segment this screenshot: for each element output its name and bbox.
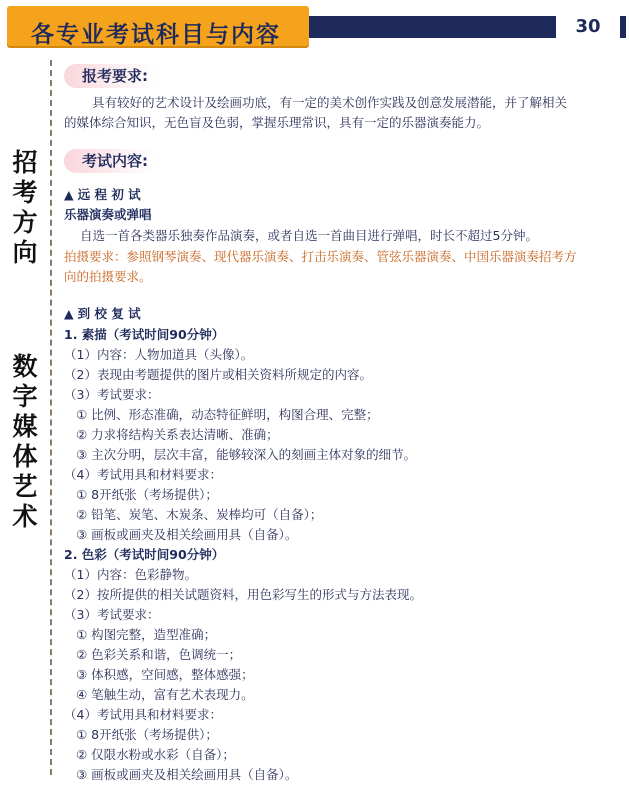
sketch-item: ① 8开纸张（考场提供）； (76, 487, 218, 502)
sketch-item: ② 铅笔、炭笔、木炭条、炭棒均可（自备）； (76, 507, 323, 522)
onsite-heading (64, 305, 141, 323)
vertical-char: 体 (12, 442, 38, 471)
sketch-item: （4）考试用具和材料要求： (64, 467, 222, 482)
vertical-char: 数 (12, 352, 38, 381)
page-title: 各专业考试科目与内容 (31, 22, 281, 48)
color-item: （3）考试要求： (64, 607, 160, 622)
sketch-item: （2）表现由考题提供的图片或相关资料所规定的内容。 (64, 367, 372, 382)
vertical-title-recruit-direction (2, 148, 48, 268)
triangle-icon: ▲ (64, 187, 74, 202)
remote-subheading: 乐器演奏或弹唱 (64, 207, 152, 222)
requirements-label: 报考要求: (64, 64, 156, 88)
remote-heading-text: 远 程 初 试 (77, 187, 141, 202)
sketch-item: ① 比例、形态准确，动态特征鲜明，构图合理、完整； (76, 407, 379, 422)
vertical-char: 招 (12, 148, 38, 177)
vertical-char: 艺 (12, 472, 38, 501)
onsite-heading-text: 到 校 复 试 (77, 306, 141, 321)
vertical-char: 考 (12, 178, 38, 207)
vertical-char: 术 (12, 502, 38, 531)
color-item: ④ 笔触生动，富有艺术表现力。 (76, 687, 254, 702)
color-title: 2. 色彩（考试时间90分钟） (64, 547, 225, 562)
remote-heading (64, 186, 141, 204)
color-item: （1）内容：色彩静物。 (64, 567, 197, 582)
vertical-char: 方 (12, 208, 38, 237)
content-label: 考试内容: (64, 149, 156, 173)
color-item: ③ 画板或画夹及相关绘画用具（自备）。 (76, 767, 298, 782)
remote-text: 自选一首各类器乐独奏作品演奏，或者自选一首曲目进行弹唱，时长不超过5分钟。 (80, 228, 538, 243)
remote-filming-req-1: 拍摄要求：参照钢琴演奏、现代器乐演奏、打击乐演奏、管弦乐器演奏、中国乐器演奏招考方 (64, 249, 577, 264)
color-item: ③ 体积感，空间感，整体感强； (76, 667, 254, 682)
vertical-char: 媒 (12, 412, 38, 441)
color-item: （4）考试用具和材料要求： (64, 707, 222, 722)
vertical-title-major (2, 352, 48, 532)
sketch-item: ② 力求将结构关系表达清晰、准确； (76, 427, 279, 442)
color-item: ② 色彩关系和谐，色调统一； (76, 647, 242, 662)
header-title-box (7, 6, 309, 46)
sketch-item: ③ 画板或画夹及相关绘画用具（自备）。 (76, 527, 298, 542)
sketch-item: （1）内容：人物加道具（头像）。 (64, 347, 254, 362)
vertical-divider (50, 60, 52, 775)
header-bar (300, 16, 626, 38)
color-item: ② 仅限水粉或水彩（自备）； (76, 747, 235, 762)
sketch-item: （3）考试要求： (64, 387, 160, 402)
remote-filming-req-2: 向的拍摄要求。 (64, 269, 152, 284)
requirements-line-1: 具有较好的艺术设计及绘画功底，有一定的美术创作实践及创意发展潜能，并了解相关 (92, 95, 568, 110)
vertical-char: 字 (12, 382, 38, 411)
sketch-title: 1. 素描（考试时间90分钟） (64, 327, 225, 342)
sketch-item: ③ 主次分明，层次丰富，能够较深入的刻画主体对象的细节。 (76, 447, 417, 462)
page-number: 30 (556, 15, 620, 39)
color-item: （2）按所提供的相关试题资料，用色彩写生的形式与方法表现。 (64, 587, 422, 602)
triangle-icon: ▲ (64, 306, 74, 321)
color-item: ① 构图完整，造型准确； (76, 627, 217, 642)
vertical-char: 向 (12, 238, 38, 267)
requirements-line-2: 的媒体综合知识，无色盲及色弱，掌握乐理常识，具有一定的乐器演奏能力。 (64, 115, 490, 130)
color-item: ① 8开纸张（考场提供）； (76, 727, 218, 742)
